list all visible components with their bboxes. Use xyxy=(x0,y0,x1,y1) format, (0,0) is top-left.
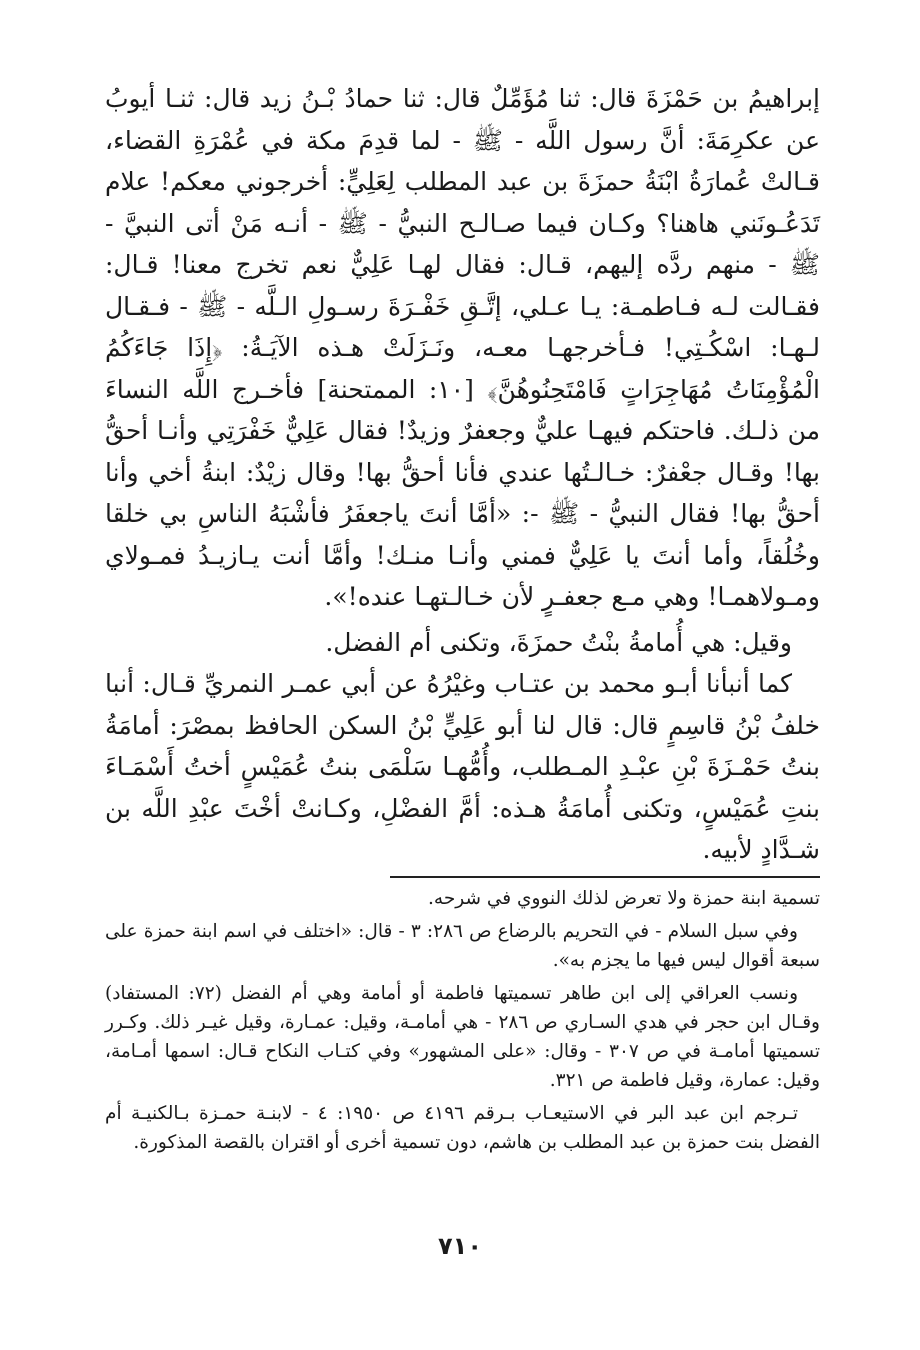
footnotes-block xyxy=(105,884,820,1161)
footnote-subul-al-salam: وفي سبل السلام - في التحريم بالرضاع ص ٢٨٦: ٣ - قال: «اختلف في اسم ابنة حمزة على سبعة أقوال ليس فيها ما يجزم به». xyxy=(105,921,820,971)
main-paragraph-isnad: كما أنبأنا أبـو محمد بن عتـاب وغيْرُهُ عن أبي عمـر النمريِّ قـال: أنبا خلفُ بْنُ قاسِمٍ قال: قال لنا أبو عَلِيٍّ بْنُ السكن الحافظ بمصْرَ: أمامَةُ بنتُ حَمْـزَةَ بْنِ عبْـدِ المـطلب، وأُمُّهـا سَلْمَى بنتُ عُمَيْسٍ أختُ أَسْمَـاءَ بنتِ عُمَيْسٍ، وتكنى أُمامَةُ هـذه: أمَّ الفضْلِ، وكـانتْ أخْتَ عبْدِ اللَّه بن شـدَّادٍ لأبيه. xyxy=(105,669,820,864)
page-number: ٧١٠ xyxy=(438,1232,482,1260)
main-text-block xyxy=(105,78,820,871)
main-paragraph-hadith: إبراهيمُ بن حَمْزَةَ قال: ثنا مُؤَمِّلٌ قال: ثنا حمادُ بْـنُ زيد قال: ثنـا أيوبُ عن عكرِمَةَ: أنَّ رسول اللَّه - ﷺ - لما قدِمَ مكة في عُمْرَةِ القضاء، قـالتْ عُمارَةُ ابْنَةُ حمزَةَ بن عبد المطلب لِعَلِيٍّ: أخرجوني معكم! علام تَدَعُـونَني هاهنا؟ وكـان فيما صـالـح النبيُّ - ﷺ - أنـه مَنْ أتى النبيَّ - ﷺ - منهم ردَّه إليهم، قـال: فقال لهـا عَلِيٌّ نعم تخرج معنا! قـال: فقـالت لـه فـاطمـة: يـا عـلي، إتَّـقِ خَفْـرَةَ رسـولِ الـلَّه - ﷺ - فـقـال لـهـا: اسْكُـتِي! فـأخرجهـا معـه، ونَـزَلَتْ هـذه الآيَـةُ: ﴿إِذَا جَاءَكُمُ الْمُؤْمِنَاتُ مُهَاجِرَاتٍ فَامْتَحِنُوهُنَّ﴾ [١٠: الممتحنة] فأخـرج اللَّه النساءَ من ذلـك. فاحتكم فيهـا عليٌّ وجعفرٌ وزيدٌ! فقال عَلِيٌّ خَفْرَتِي وأنـا أحقُّ بها! وقـال جعْفرٌ: خـالـتُها عندي فأنا أحقُّ بها! وقال زيْدٌ: ابنةُ أخي وأنا أحقُّ بها! فقال النبيُّ - ﷺ -: «أمَّا أنتَ ياجعفَرُ فأشْبَهُ الناسِ بي خلقا وخُلُقاً، وأما أنتَ يا عَلِيٌّ فمني وأنـا منـك! وأمَّا أنت يـازيـدُ فمـولاي ومـولاهمـا! وهي مـع جعفـرٍ لأن خـالـتهـا عنده!». xyxy=(105,84,821,611)
footnote-continuation: تسمية ابنة حمزة ولا تعرض لذلك النووي في شرحه. xyxy=(428,888,820,909)
footnote-iraqi-ibn-hajar: ونسب العراقي إلى ابن طاهر تسميتها فاطمة أو أمامة وهي أم الفضل (٧٢: المستفاد) وقـال ابن حجر في هدي السـاري ص ٢٨٦ - هي أمامـة، وقيل: عمـارة، وقيل غيـر ذلك. وكـرر تسميتها أمامـة في ص ٣٠٧ - وقال: «على المشهور» وفي كتـاب النكاح قـال: اسمها أمـامة، وقيل: عمارة، وقيل فاطمة ص ٣٢١. xyxy=(105,983,820,1091)
footnote-istiab: تـرجم ابن عبد البر في الاستيعـاب بـرقم ٤١٩٦ ص ١٩٥٠: ٤ - لابنـة حمـزة بـالكنيـة أم الفضل بنت حمزة بن عبد المطلب بن هاشم، دون تسمية أخرى أو اقتران بالقصة المذكورة. xyxy=(105,1103,820,1153)
footnote-separator xyxy=(390,876,820,878)
main-paragraph-umama: وقيل: هي أُمامةُ بنْتُ حمزَةَ، وتكنى أم الفضل. xyxy=(325,627,792,657)
